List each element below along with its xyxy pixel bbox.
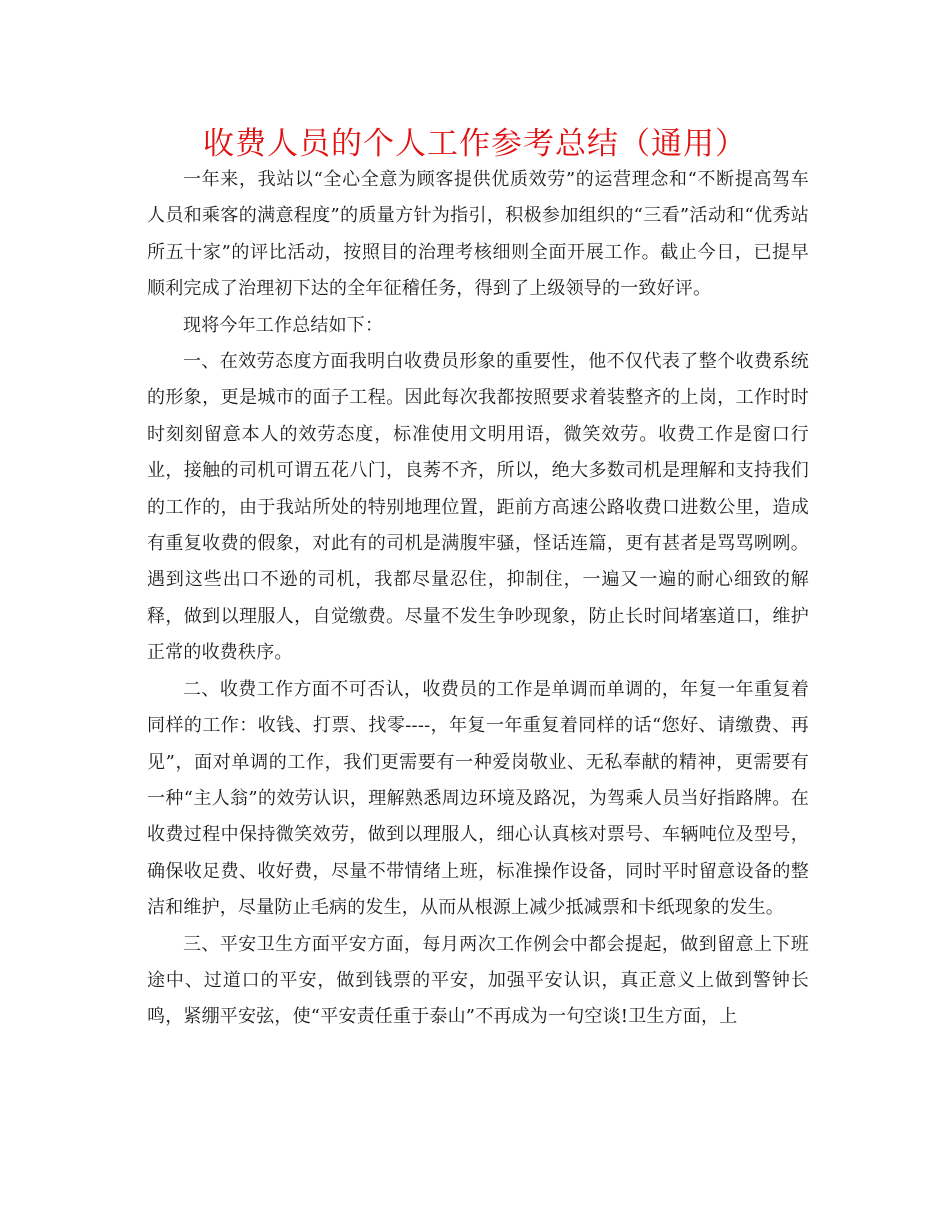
document-body	[147, 162, 809, 1036]
paragraph-safety-hygiene: 三、平安卫生方面平安方面，每月两次工作例会中都会提起，做到留意上下班途中、过道口的平安，做到钱票的平安，加强平安认识，真正意义上做到警钟长鸣，紧绷平安弦，使“平安责任重于泰山”不再成为一句空谈!卫生方面，上	[147, 933, 809, 1028]
document-title: 收费人员的个人工作参考总结（通用）	[203, 126, 747, 162]
paragraph-service-attitude: 一、在效劳态度方面我明白收费员形象的重要性，他不仅代表了整个收费系统的形象，更是城市的面子工程。因此每次我都按照要求着装整齐的上岗，工作时时时刻刻留意本人的效劳态度，标准使用文明用语，微笑效劳。收费工作是窗口行业，接触的司机可谓五花八门，良莠不齐，所以，绝大多数司机是理解和支持我们的工作的，由于我站所处的特别地理位置，距前方高速公路收费口进数公里，造成有重复收费的假象，对此有的司机是满腹牢骚，怪话连篇，更有甚者是骂骂咧咧。遇到这些出口不逊的司机，我都尽量忍住，抑制住，一遍又一遍的耐心细致的解释，做到以理服人，自觉缴费。尽量不发生争吵现象，防止长时间堵塞道口，维护正常的收费秩序。	[147, 351, 809, 664]
paragraph-intro: 一年来，我站以“全心全意为顾客提供优质效劳”的运营理念和“不断提高驾车人员和乘客的满意程度”的质量方针为指引，积极参加组织的“三看”活动和“优秀站所五十家”的评比活动，按照目的治理考核细则全面开展工作。截止今日，已提早顺利完成了治理初下达的全年征稽任务，得到了上级领导的一致好评。	[147, 169, 809, 300]
paragraph-summary-lead: 现将今年工作总结如下：	[183, 314, 384, 336]
paragraph-toll-work: 二、收费工作方面不可否认，收费员的工作是单调而单调的，年复一年重复着同样的工作：收钱、打票、找零----，年复一年重复着同样的话“您好、请缴费、再见”，面对单调的工作，我们更需要有一种爱岗敬业、无私奉献的精神，更需要有一种“主人翁”的效劳认识，理解熟悉周边环境及路况，为驾乘人员当好指路牌。在收费过程中保持微笑效劳，做到以理服人，细心认真核对票号、车辆吨位及型号，确保收足费、收好费，尽量不带情绪上班，标准操作设备，同时平时留意设备的整洁和维护，尽量防止毛病的发生，从而从根源上减少抵减票和卡纸现象的发生。	[147, 678, 809, 919]
